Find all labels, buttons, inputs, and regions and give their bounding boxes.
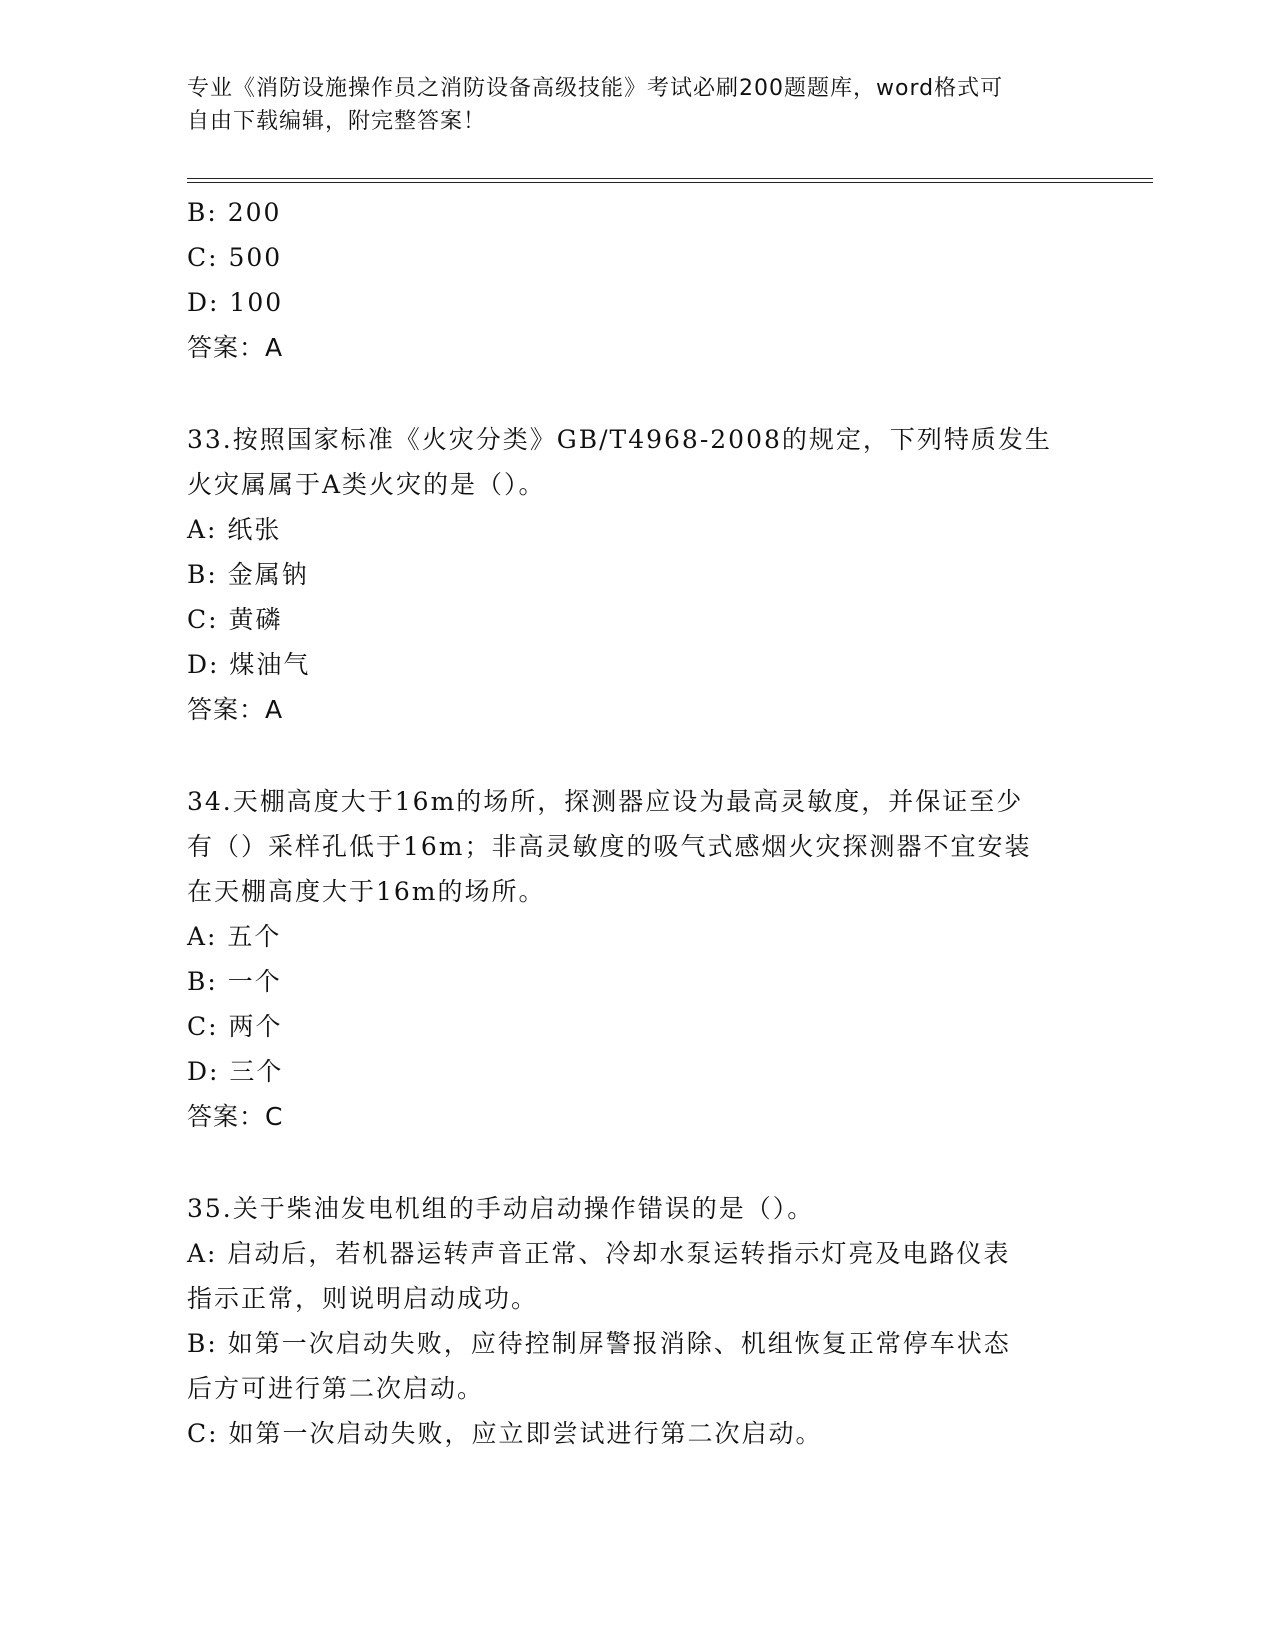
question-34 bbox=[187, 779, 1087, 1139]
answer-line: 答案：A bbox=[187, 333, 284, 362]
document-body bbox=[187, 190, 1087, 1456]
answer-line: 答案：A bbox=[187, 695, 284, 724]
header-rule-bottom bbox=[187, 182, 1153, 183]
question-text-line: 火灾属属于A类火灾的是（）。 bbox=[187, 470, 546, 499]
question-text-line: 34.天棚高度大于16m的场所，探测器应设为最高灵敏度，并保证至少 bbox=[187, 787, 1024, 816]
question-text-line: 35.关于柴油发电机组的手动启动操作错误的是（）。 bbox=[187, 1194, 815, 1223]
spacer bbox=[187, 1139, 1087, 1186]
option-c: C: 黄磷 bbox=[187, 605, 283, 634]
question-text-line: 在天棚高度大于16m的场所。 bbox=[187, 877, 546, 906]
previous-question-tail bbox=[187, 190, 1087, 370]
question-33 bbox=[187, 417, 1087, 732]
option-a-continued: 指示正常，则说明启动成功。 bbox=[187, 1284, 539, 1313]
question-text-line: 33.按照国家标准《火灾分类》GB/T4968-2008的规定，下列特质发生 bbox=[187, 425, 1052, 454]
option-a: A: 纸张 bbox=[187, 515, 282, 544]
option-c: C: 如第一次启动失败，应立即尝试进行第二次启动。 bbox=[187, 1419, 823, 1448]
option-b: B: 200 bbox=[187, 198, 282, 227]
option-c: C: 500 bbox=[187, 243, 283, 272]
header-rule-top bbox=[187, 178, 1153, 179]
header-line-1: 专业《消防设施操作员之消防设备高级技能》考试必刷200题题库，word格式可 bbox=[187, 76, 1004, 101]
option-b-continued: 后方可进行第二次启动。 bbox=[187, 1374, 485, 1403]
spacer bbox=[187, 370, 1087, 417]
option-b: B: 如第一次启动失败，应待控制屏警报消除、机组恢复正常停车状态 bbox=[187, 1329, 1011, 1358]
spacer bbox=[187, 732, 1087, 779]
option-a: A: 启动后，若机器运转声音正常、冷却水泵运转指示灯亮及电路仪表 bbox=[187, 1239, 1011, 1268]
option-d: D: 煤油气 bbox=[187, 650, 311, 679]
question-text-line: 有（）采样孔低于16m；非高灵敏度的吸气式感烟火灾探测器不宜安装 bbox=[187, 832, 1032, 861]
question-35 bbox=[187, 1186, 1087, 1456]
answer-line: 答案：C bbox=[187, 1102, 284, 1131]
option-d: D: 100 bbox=[187, 288, 284, 317]
option-b: B: 金属钠 bbox=[187, 560, 309, 589]
header-line-2: 自由下载编辑，附完整答案！ bbox=[187, 109, 487, 134]
option-c: C: 两个 bbox=[187, 1012, 283, 1041]
option-d: D: 三个 bbox=[187, 1057, 284, 1086]
option-a: A: 五个 bbox=[187, 922, 282, 951]
document-header bbox=[187, 72, 1087, 138]
option-b: B: 一个 bbox=[187, 967, 282, 996]
